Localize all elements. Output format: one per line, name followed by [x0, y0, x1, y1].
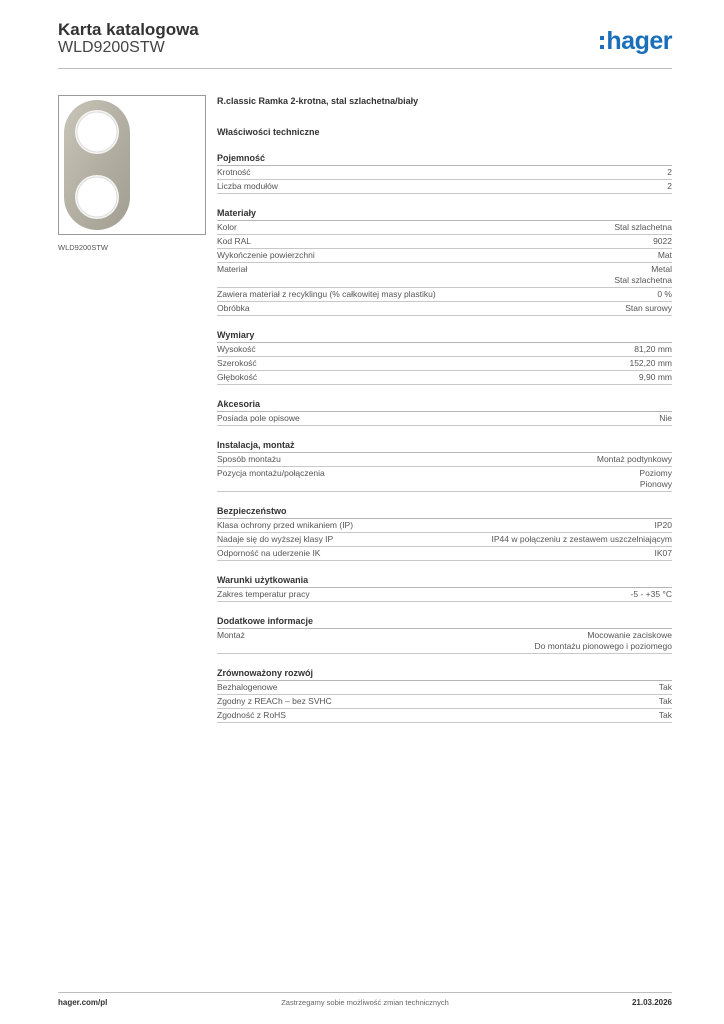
spec-section: [217, 153, 672, 194]
spec-row: [217, 533, 672, 547]
spec-value: [667, 167, 672, 178]
spec-value: [667, 181, 672, 192]
header-divider: [58, 68, 672, 69]
section-title: Bezpieczeństwo: [217, 506, 672, 519]
spec-row: [217, 235, 672, 249]
document-title: Karta katalogowa: [58, 20, 199, 39]
spec-label: Sposób montażu: [217, 454, 281, 464]
spec-value: [655, 548, 673, 559]
spec-value-line: Montaż podtynkowy: [596, 454, 672, 464]
spec-value-line: Mocowanie zaciskowe: [587, 630, 672, 640]
spec-label: Odporność na uderzenie IK: [217, 548, 321, 558]
specifications: [217, 96, 672, 737]
spec-value-line: 2: [667, 167, 672, 177]
spec-section: [217, 440, 672, 492]
spec-value: [659, 696, 672, 707]
spec-label: Zawiera materiał z recyklingu (% całkowitej masy plastiku): [217, 289, 436, 299]
spec-label: Zakres temperatur pracy: [217, 589, 310, 599]
footer-divider: [58, 992, 672, 993]
spec-row: [217, 302, 672, 316]
double-frame-illustration: [59, 96, 205, 234]
spec-label: Liczba modułów: [217, 181, 278, 191]
spec-row: [217, 357, 672, 371]
spec-row: [217, 180, 672, 194]
spec-row: [217, 467, 672, 492]
section-title: Wymiary: [217, 330, 672, 343]
spec-value-line: Stal szlachetna: [614, 275, 672, 285]
spec-value: [655, 520, 673, 531]
spec-section: [217, 616, 672, 654]
logo-colon-mark: [600, 36, 604, 49]
spec-label: Wykończenie powierzchni: [217, 250, 315, 260]
spec-row: [217, 681, 672, 695]
spec-value: [614, 264, 672, 286]
spec-value-line: Tak: [658, 682, 672, 692]
spec-label: Zgodność z RoHS: [217, 710, 286, 720]
spec-label: Montaż: [217, 630, 245, 640]
properties-heading: Właściwości techniczne: [217, 127, 320, 137]
spec-value: [492, 534, 672, 545]
section-title: Pojemność: [217, 153, 672, 166]
spec-value-line: 9,90 mm: [638, 372, 672, 382]
spec-sections: [217, 153, 672, 723]
spec-row: [217, 288, 672, 302]
spec-value-line: 81,20 mm: [634, 344, 672, 354]
spec-value: [634, 344, 672, 355]
section-title: Instalacja, montaż: [217, 440, 672, 453]
spec-row: [217, 221, 672, 235]
spec-row: [217, 166, 672, 180]
footer-note: Zastrzegamy sobie możliwość zmian technicznych: [281, 998, 449, 1007]
spec-label: Kod RAL: [217, 236, 252, 246]
spec-value-line: Stan surowy: [625, 303, 672, 313]
spec-value: [629, 358, 672, 369]
spec-label: Klasa ochrony przed wnikaniem (IP): [217, 520, 354, 530]
spec-value: [639, 372, 672, 383]
section-title: Akcesoria: [217, 399, 672, 412]
spec-label: Posiada pole opisowe: [217, 413, 300, 423]
spec-row: [217, 371, 672, 385]
spec-label: Krotność: [217, 167, 251, 177]
spec-row: [217, 412, 672, 426]
spec-row: [217, 249, 672, 263]
spec-value-line: Tak: [658, 710, 672, 720]
spec-value-line: IP44 w połączeniu z zestawem uszczelniającym: [491, 534, 672, 544]
spec-value: [659, 413, 672, 424]
page-header: [58, 20, 672, 68]
spec-value-line: 9022: [653, 236, 672, 246]
spec-label: Głębokość: [217, 372, 258, 382]
spec-value: [657, 289, 672, 300]
spec-value: [631, 589, 672, 600]
footer-website[interactable]: hager.com/pl: [58, 998, 108, 1007]
spec-value: [659, 710, 672, 721]
spec-label: Kolor: [217, 222, 237, 232]
spec-value-line: 2: [667, 181, 672, 191]
spec-label: Szerokość: [217, 358, 257, 368]
section-title: Warunki użytkowania: [217, 575, 672, 588]
spec-section: [217, 330, 672, 385]
spec-value-line: 152,20 mm: [629, 358, 672, 368]
spec-value-line: IK07: [654, 548, 672, 558]
spec-label: Pozycja montażu/połączenia: [217, 468, 325, 478]
product-code: WLD9200STW: [58, 39, 165, 56]
spec-label: Nadaje się do wyższej klasy IP: [217, 534, 334, 544]
spec-row: [217, 588, 672, 602]
spec-row: [217, 695, 672, 709]
spec-value-line: -5 - +35 °C: [630, 589, 672, 599]
section-title: Dodatkowe informacje: [217, 616, 672, 629]
spec-row: [217, 343, 672, 357]
spec-section: [217, 575, 672, 602]
spec-value: [614, 222, 672, 233]
hager-logo: [600, 28, 672, 54]
product-image: [58, 95, 206, 235]
spec-value: [639, 468, 672, 490]
spec-section: [217, 668, 672, 723]
spec-value-line: Mat: [657, 250, 672, 260]
spec-value: [534, 630, 672, 652]
spec-value: [625, 303, 672, 314]
logo-wordmark: hager: [606, 27, 672, 55]
spec-value-line: 0 %: [657, 289, 672, 299]
spec-value: [597, 454, 672, 465]
spec-row: [217, 547, 672, 561]
spec-label: Zgodny z REACh – bez SVHC: [217, 696, 332, 706]
spec-label: Obróbka: [217, 303, 250, 313]
spec-label: Bezhalogenowe: [217, 682, 278, 692]
spec-section: [217, 506, 672, 561]
spec-value-line: Do montażu pionowego i poziomego: [534, 641, 672, 651]
spec-value: [658, 250, 672, 261]
spec-row: [217, 263, 672, 288]
spec-value-line: Poziomy: [639, 468, 672, 478]
spec-value-line: Pionowy: [639, 479, 672, 489]
spec-section: [217, 208, 672, 316]
spec-value-line: Nie: [659, 413, 672, 423]
spec-row: [217, 453, 672, 467]
spec-value: [659, 682, 672, 693]
spec-row: [217, 519, 672, 533]
spec-value-line: Stal szlachetna: [614, 222, 672, 232]
spec-section: [217, 399, 672, 426]
spec-label: Materiał: [217, 264, 248, 274]
section-title: Zrównoważony rozwój: [217, 668, 672, 681]
spec-row: [217, 629, 672, 654]
spec-value: [653, 236, 672, 247]
spec-value-line: Tak: [658, 696, 672, 706]
product-title: R.classic Ramka 2-krotna, stal szlachetna/biały: [217, 96, 419, 106]
spec-label: Wysokość: [217, 344, 256, 354]
image-caption: WLD9200STW: [58, 243, 109, 252]
footer-date: 21.03.2026: [631, 998, 672, 1007]
page-footer: [58, 998, 672, 1010]
spec-value-line: Metal: [651, 264, 672, 274]
section-title: Materiały: [217, 208, 672, 221]
spec-row: [217, 709, 672, 723]
spec-value-line: IP20: [654, 520, 672, 530]
